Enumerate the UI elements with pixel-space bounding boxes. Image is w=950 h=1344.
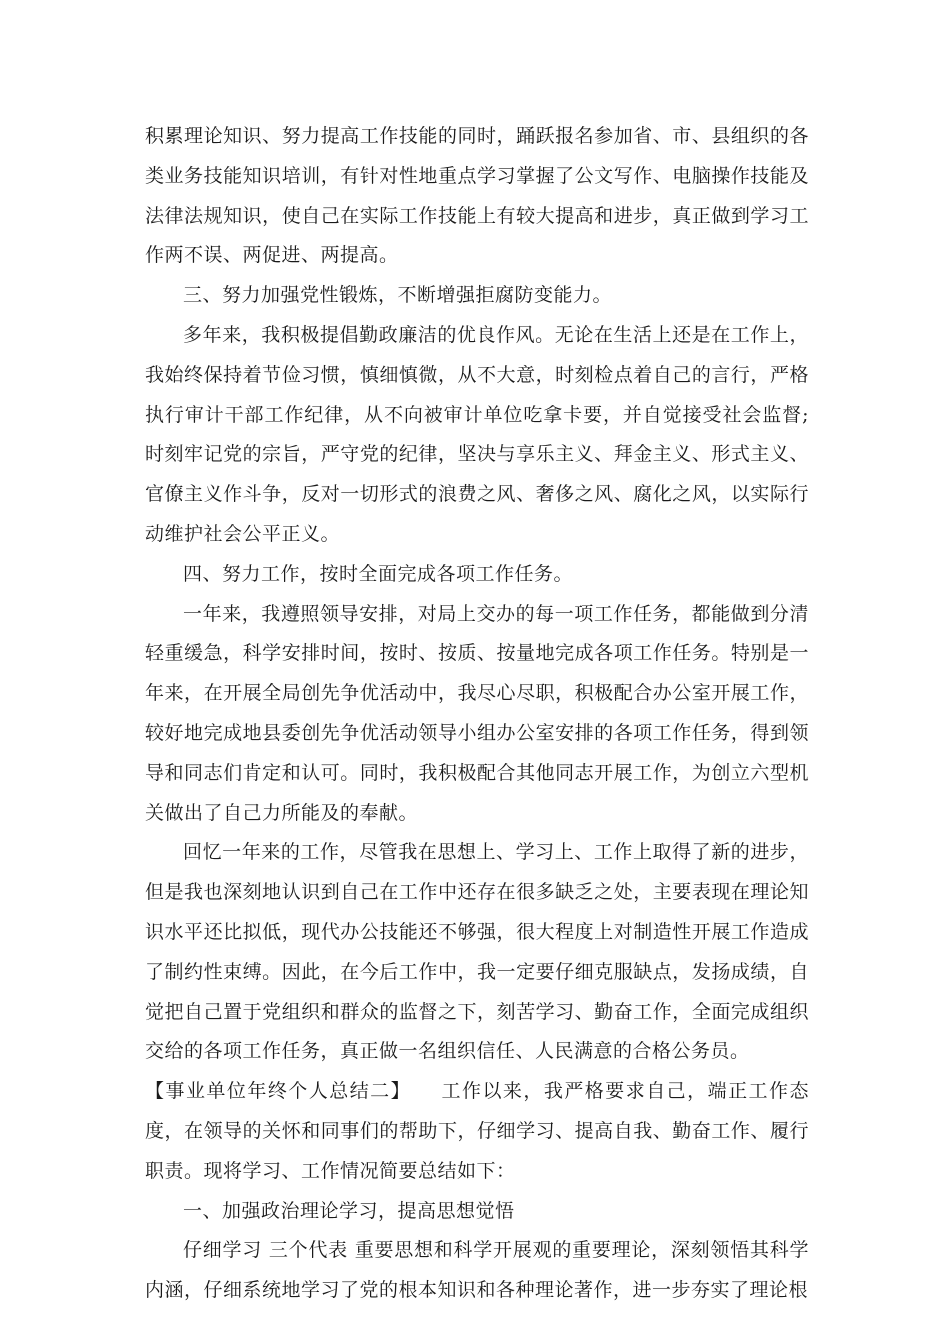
paragraph-work-tasks: 一年来，我遵照领导安排，对局上交办的每一项工作任务，都能做到分清轻重缓急，科学安排时间，按时、按质、按量地完成各项工作任务。特别是一年来，在开展全局创先争优活动中，我尽心尽职，积极配合办公室开展工作，较好地完成地县委创先争优活动领导小组办公室安排的各项工作任务，得到领导和同志们肯定和认可。同时，我积极配合其他同志开展工作，为创立六型机关做出了自己力所能及的奉献。	[145, 602, 809, 824]
paragraph-integrity: 多年来，我积极提倡勤政廉洁的优良作风。无论在生活上还是在工作上，我始终保持着节俭习惯，慎细慎微，从不大意，时刻检点着自己的言行，严格执行审计干部工作纪律，从不向被审计单位吃拿卡要，并自觉接受社会监督;时刻牢记党的宗旨，严守党的纪律，坚决与享乐主义、拜金主义、形式主义、官僚主义作斗争，反对一切形式的浪费之风、奢侈之风、腐化之风，以实际行动维护社会公平正义。	[145, 323, 809, 545]
document-body	[145, 117, 809, 1311]
section-two-intro: 工作以来，我严格要求自己，端正工作态度，在领导的关怀和同事们的帮助下，仔细学习、提高自我、勤奋工作、履行职责。现将学习、工作情况简要总结如下：	[145, 1080, 809, 1182]
section-two-block	[145, 1072, 809, 1191]
section-heading-four: 四、努力工作，按时全面完成各项工作任务。	[183, 562, 574, 585]
section-heading-one: 一、加强政治理论学习，提高思想觉悟	[183, 1199, 515, 1222]
section-two-title: 【事业单位年终个人总结二】	[145, 1080, 412, 1103]
paragraph-theory-study: 仔细学习 三个代表 重要思想和科学开展观的重要理论，深刻领悟其科学内涵，仔细系统地学习了党的根本知识和各种理论著作，进一步夯实了理论根	[145, 1239, 809, 1302]
section-heading-three: 三、努力加强党性锻炼，不断增强拒腐防变能力。	[183, 284, 613, 307]
paragraph-review: 回忆一年来的工作，尽管我在思想上、学习上、工作上取得了新的进步，但是我也深刻地认识到自己在工作中还存在很多缺乏之处，主要表现在理论知识水平还比拟低，现代办公技能还不够强，很大程度上对制造性开展工作造成了制约性束缚。因此，在今后工作中，我一定要仔细克服缺点，发扬成绩，自觉把自己置于党组织和群众的监督之下，刻苦学习、勤奋工作，全面完成组织交给的各项工作任务，真正做一名组织信任、人民满意的合格公务员。	[145, 841, 809, 1063]
paragraph-continuation: 积累理论知识、努力提高工作技能的同时，踊跃报名参加省、市、县组织的各类业务技能知识培训，有针对性地重点学习掌握了公文写作、电脑操作技能及法律法规知识，使自己在实际工作技能上有较大提高和进步，真正做到学习工作两不误、两促进、两提高。	[145, 125, 809, 267]
